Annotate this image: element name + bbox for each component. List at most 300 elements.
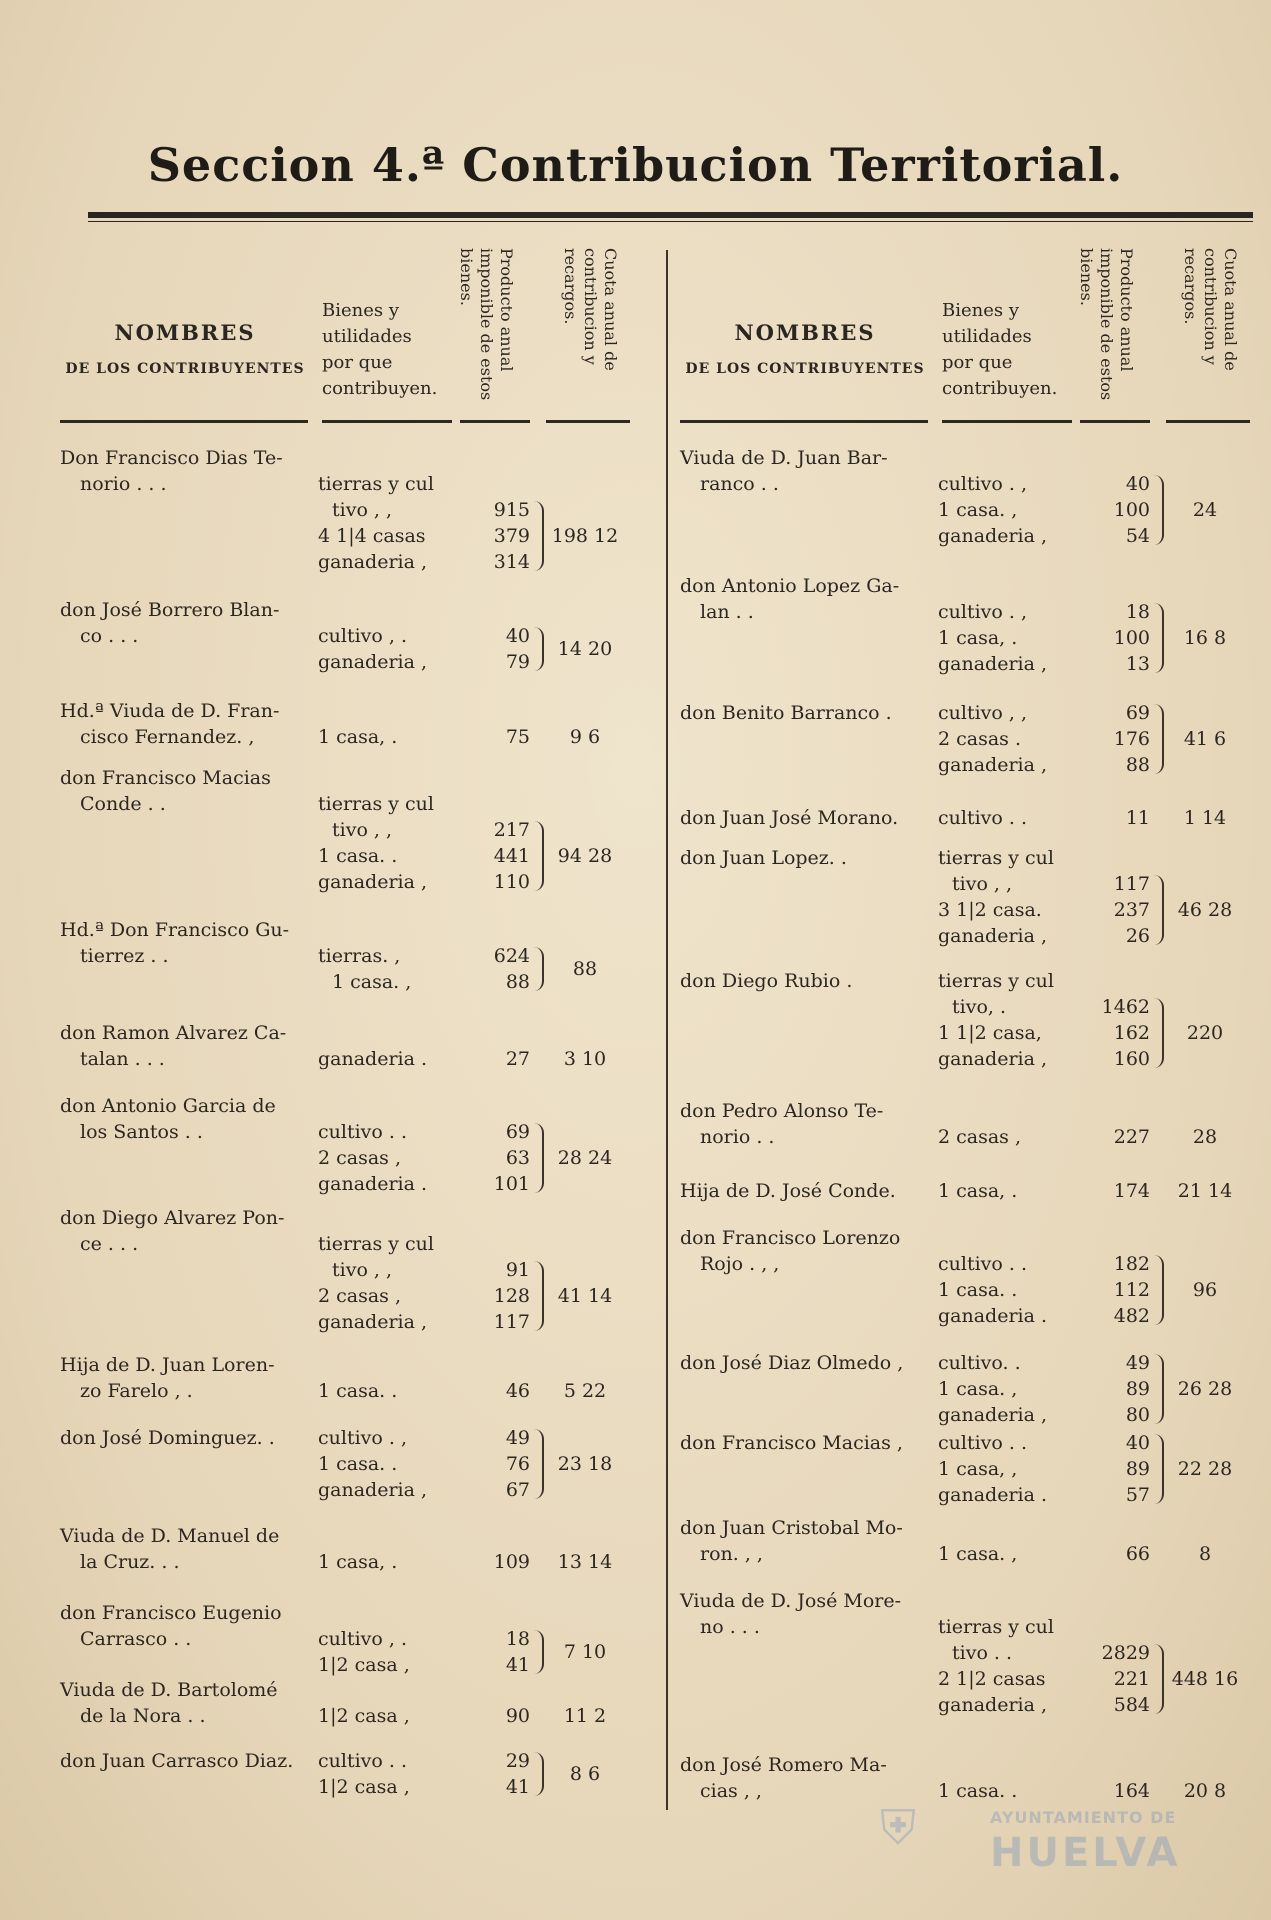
producto-value: 49 <box>1125 1352 1150 1374</box>
name-line: cisco Fernandez. , <box>80 726 255 748</box>
bienes-list <box>318 1703 463 1729</box>
header-nombres: NOMBRES <box>734 320 876 345</box>
producto-value: 237 <box>1113 899 1150 921</box>
name-line: tierrez . . <box>80 945 169 967</box>
producto-value: 174 <box>1113 1180 1150 1202</box>
cuota-value: 88 <box>572 958 598 980</box>
cuota-value: 5 22 <box>563 1380 607 1402</box>
name-line: don Antonio Garcia de <box>60 1095 276 1117</box>
contributor-name <box>680 445 935 497</box>
name-line: Rojo . , , <box>700 1253 780 1275</box>
header-rule <box>1166 420 1250 423</box>
producto-values <box>462 1046 530 1072</box>
name-line: don Juan Lopez. . <box>680 847 847 869</box>
bien-item: ganaderia , <box>938 1048 1048 1070</box>
name-line: Carrasco . . <box>80 1628 192 1650</box>
column-divider <box>666 250 668 1810</box>
producto-values <box>462 1119 530 1197</box>
name-line: don Antonio Lopez Ga- <box>680 575 900 597</box>
contributor-name <box>60 1093 315 1145</box>
producto-value <box>1082 968 1150 994</box>
crest-icon: ⛨ <box>880 1800 917 1856</box>
producto-value: 182 <box>1113 1253 1150 1275</box>
bien-item: cultivo . . <box>938 807 1027 829</box>
bienes-list <box>938 1124 1083 1150</box>
name-line: don José Romero Ma- <box>680 1754 887 1776</box>
producto-value: 67 <box>505 1479 530 1501</box>
producto-values <box>1082 471 1150 549</box>
producto-value: 101 <box>493 1173 530 1195</box>
producto-values <box>1082 968 1150 1072</box>
bien-item: ganaderia , <box>318 1311 428 1333</box>
bienes-list <box>938 1350 1083 1428</box>
bien-item: tivo , , <box>952 873 1013 895</box>
producto-value: 75 <box>505 726 530 748</box>
cuota-value: 26 28 <box>1177 1378 1233 1400</box>
producto-value: 41 <box>505 1654 530 1676</box>
producto-value: 112 <box>1113 1279 1150 1301</box>
title-rule <box>88 212 1253 218</box>
bien-item: cultivo . . <box>318 1121 407 1143</box>
name-line: Viuda de D. Bartolomé <box>60 1679 278 1701</box>
name-line: Don Francisco Dias Te- <box>60 447 283 469</box>
contributor-name <box>60 1523 315 1575</box>
cuota-value: 1 14 <box>1183 807 1227 829</box>
bienes-list <box>938 1430 1083 1508</box>
bienes-list <box>938 1178 1083 1204</box>
header-producto: Producto anual imponible de estos bienes. <box>1077 248 1136 401</box>
producto-value: 88 <box>505 971 530 993</box>
bien-item: tierras y cul <box>318 1233 434 1255</box>
contributor-name <box>60 698 315 750</box>
producto-values <box>462 943 530 995</box>
bien-item: tivo, . <box>952 996 1007 1018</box>
contributor-name <box>680 1430 935 1456</box>
bien-item: cultivo . . <box>318 1750 407 1772</box>
producto-value: 624 <box>493 945 530 967</box>
producto-value: 11 <box>1125 807 1150 829</box>
cuota-value: 24 <box>1192 499 1218 521</box>
name-line: ron. , , <box>700 1543 763 1565</box>
contributor-name <box>60 597 315 649</box>
name-line: zo Farelo , . <box>80 1380 193 1402</box>
bienes-list <box>318 1626 463 1678</box>
producto-value: 40 <box>505 625 530 647</box>
contributor-name <box>60 1748 315 1774</box>
bienes-list <box>318 1046 463 1072</box>
producto-value: 91 <box>505 1259 530 1281</box>
header-de-los-contribuyentes: DE LOS CONTRIBUYENTES <box>685 361 925 377</box>
cuota-value: 16 8 <box>1183 627 1227 649</box>
contributor-name <box>680 845 935 871</box>
bien-item: ganaderia , <box>318 871 428 893</box>
cuota-value: 28 <box>1192 1126 1218 1148</box>
right-table <box>680 240 1250 1820</box>
name-line: don Diego Rubio . <box>680 970 853 992</box>
name-line: norio . . . <box>80 473 167 495</box>
producto-value <box>462 791 530 817</box>
bien-item: cultivo , , <box>938 702 1027 724</box>
producto-value: 49 <box>505 1427 530 1449</box>
bien-item: tivo . . <box>952 1642 1013 1664</box>
name-line: Viuda de D. Manuel de <box>60 1525 280 1547</box>
bienes-list <box>938 599 1083 677</box>
bien-item: ganaderia . <box>938 1305 1048 1327</box>
bien-item: ganaderia , <box>938 754 1048 776</box>
bienes-list <box>938 1614 1083 1718</box>
name-line: don Juan Cristobal Mo- <box>680 1517 903 1539</box>
producto-value: 1462 <box>1101 996 1150 1018</box>
name-line: don José Dominguez. . <box>60 1427 275 1449</box>
name-line: Hija de D. José Conde. <box>680 1180 896 1202</box>
cuota-value: 8 <box>1198 1543 1212 1565</box>
bien-item: cultivo . , <box>938 473 1027 495</box>
bien-item: cultivo . . <box>938 1253 1027 1275</box>
producto-values <box>1082 599 1150 677</box>
bien-item: 1 casa. , <box>332 971 412 993</box>
bien-item: ganaderia , <box>938 653 1048 675</box>
bien-item: 2 casas , <box>318 1285 402 1307</box>
contributor-name <box>680 1515 935 1567</box>
bien-item: tierras y cul <box>318 793 434 815</box>
contributor-name <box>60 1677 315 1729</box>
bienes-list <box>938 1541 1083 1567</box>
bien-item: ganaderia , <box>938 525 1048 547</box>
bien-item: tierras y cul <box>938 1616 1054 1638</box>
cuota-value: 8 6 <box>569 1763 601 1785</box>
name-line: ce . . . <box>80 1233 139 1255</box>
name-line: co . . . <box>80 625 139 647</box>
producto-value: 221 <box>1113 1668 1150 1690</box>
producto-values <box>462 1231 530 1335</box>
cuota-value: 41 6 <box>1183 728 1227 750</box>
bien-item: 1 casa. , <box>938 1543 1018 1565</box>
bien-item: ganaderia , <box>938 925 1048 947</box>
name-line: don Francisco Macias , <box>680 1432 903 1454</box>
bien-item: cultivo. . <box>938 1352 1021 1374</box>
name-line: don Pedro Alonso Te- <box>680 1100 884 1122</box>
producto-value: 379 <box>493 525 530 547</box>
bien-item: 1|2 casa , <box>318 1654 410 1676</box>
cuota-value: 3 10 <box>563 1048 607 1070</box>
contributor-name <box>680 1588 935 1640</box>
bienes-list <box>938 845 1083 949</box>
contributor-name <box>680 1350 935 1376</box>
cuota-value: 11 2 <box>563 1705 607 1727</box>
name-line: Viuda de D. José More- <box>680 1590 902 1612</box>
bienes-list <box>318 791 463 895</box>
name-line: don Diego Alvarez Pon- <box>60 1207 285 1229</box>
producto-values <box>1082 1350 1150 1428</box>
cuota-value: 28 24 <box>557 1147 613 1169</box>
header-cuota: Cuota anual de contribucion y recargos. <box>1181 248 1240 371</box>
bien-item: ganaderia . <box>318 1173 428 1195</box>
cuota-value: 20 8 <box>1183 1780 1227 1802</box>
producto-value: 88 <box>1125 754 1150 776</box>
producto-values <box>1082 805 1150 831</box>
bien-item: 1 casa, . <box>938 627 1018 649</box>
header-bienes: Bienes y utilidades por que contribuyen. <box>942 300 1058 399</box>
bien-item: cultivo . , <box>318 1427 407 1449</box>
producto-value: 100 <box>1113 627 1150 649</box>
bienes-list <box>938 700 1083 778</box>
contributor-name <box>680 700 935 726</box>
name-line: Conde . . <box>80 793 166 815</box>
producto-value <box>1082 845 1150 871</box>
producto-value: 27 <box>505 1048 530 1070</box>
bienes-list <box>318 724 463 750</box>
bien-item: tivo , , <box>332 1259 393 1281</box>
producto-values <box>1082 1178 1150 1204</box>
bien-item: 1|2 casa , <box>318 1705 410 1727</box>
header-rule <box>60 420 308 423</box>
producto-values <box>462 1748 530 1800</box>
producto-values <box>462 471 530 575</box>
producto-value: 79 <box>505 651 530 673</box>
header-nombres: NOMBRES <box>114 320 256 345</box>
cuota-value: 13 14 <box>557 1551 613 1573</box>
bien-item: cultivo . . <box>938 1432 1027 1454</box>
producto-value: 76 <box>505 1453 530 1475</box>
producto-values <box>1082 700 1150 778</box>
name-line: ranco . . <box>700 473 779 495</box>
name-line: don Francisco Macias <box>60 767 271 789</box>
cuota-value: 448 16 <box>1171 1668 1239 1690</box>
producto-value: 69 <box>1125 702 1150 724</box>
cuota-value: 23 18 <box>557 1453 613 1475</box>
name-line: Hija de D. Juan Loren- <box>60 1354 275 1376</box>
bienes-list <box>318 1378 463 1404</box>
name-line: don José Borrero Blan- <box>60 599 280 621</box>
header-rule <box>680 420 928 423</box>
bien-item: 2 casas . <box>938 728 1022 750</box>
bien-item: ganaderia , <box>938 1694 1048 1716</box>
contributor-name <box>680 1225 935 1277</box>
producto-values <box>462 1703 530 1729</box>
table-header <box>680 240 1250 420</box>
cuota-value: 14 20 <box>557 638 613 660</box>
bien-item: 1 casa, . <box>318 726 398 748</box>
name-line: Viuda de D. Juan Bar- <box>680 447 888 469</box>
producto-value: 128 <box>493 1285 530 1307</box>
bien-item: ganaderia , <box>318 1479 428 1501</box>
producto-value: 162 <box>1113 1022 1150 1044</box>
producto-values <box>1082 1430 1150 1508</box>
contributor-name <box>60 1352 315 1404</box>
header-rule <box>942 420 1072 423</box>
bien-item: cultivo , . <box>318 1628 407 1650</box>
contributor-name <box>60 445 315 497</box>
producto-values <box>1082 1124 1150 1150</box>
cuota-value: 9 6 <box>569 726 601 748</box>
bien-item: 1 casa. , <box>938 1378 1018 1400</box>
bienes-list <box>938 968 1083 1072</box>
bien-item: 1 casa. , <box>938 499 1018 521</box>
producto-values <box>462 1549 530 1575</box>
bien-item: 1 casa, , <box>938 1458 1018 1480</box>
header-rule <box>322 420 452 423</box>
bien-item: 1 casa, . <box>938 1180 1018 1202</box>
bien-item: ganaderia , <box>938 1404 1048 1426</box>
name-line: no . . . <box>700 1616 760 1638</box>
producto-value: 18 <box>1125 601 1150 623</box>
producto-value: 100 <box>1113 499 1150 521</box>
bienes-list <box>938 1251 1083 1329</box>
producto-value: 66 <box>1125 1543 1150 1565</box>
contributor-name <box>680 573 935 625</box>
producto-value: 217 <box>493 819 530 841</box>
producto-value: 176 <box>1113 728 1150 750</box>
name-line: don Juan José Morano. <box>680 807 899 829</box>
name-line: lan . . <box>700 601 754 623</box>
library-watermark <box>880 1790 1210 1910</box>
cuota-value: 21 14 <box>1177 1180 1233 1202</box>
producto-value: 227 <box>1113 1126 1150 1148</box>
header-producto: Producto anual imponible de estos bienes. <box>457 248 516 401</box>
producto-value: 29 <box>505 1750 530 1772</box>
contributor-name <box>680 1178 935 1204</box>
producto-values <box>1082 1614 1150 1718</box>
producto-value: 69 <box>505 1121 530 1143</box>
producto-value: 482 <box>1113 1305 1150 1327</box>
header-bienes: Bienes y utilidades por que contribuyen. <box>322 300 438 399</box>
cuota-value: 94 28 <box>557 845 613 867</box>
header-cuota: Cuota anual de contribucion y recargos. <box>561 248 620 371</box>
name-line: don Francisco Eugenio <box>60 1602 282 1624</box>
bien-item: tierras y cul <box>318 473 434 495</box>
producto-value <box>462 1231 530 1257</box>
bienes-list <box>318 943 463 995</box>
contributor-name <box>60 1600 315 1652</box>
name-line: don Benito Barranco . <box>680 702 892 724</box>
name-line: talan . . . <box>80 1048 165 1070</box>
bienes-list <box>318 1425 463 1503</box>
cuota-value: 46 28 <box>1177 899 1233 921</box>
bien-item: tivo , , <box>332 499 393 521</box>
bien-item: 1 casa. . <box>938 1780 1018 1802</box>
producto-value: 54 <box>1125 525 1150 547</box>
title-rule-thin <box>88 221 1253 222</box>
bienes-list <box>318 1748 463 1800</box>
producto-values <box>462 623 530 675</box>
producto-value <box>462 471 530 497</box>
producto-value: 441 <box>493 845 530 867</box>
producto-values <box>462 1378 530 1404</box>
bien-item: 2 casas , <box>938 1126 1022 1148</box>
watermark-line1: AYUNTAMIENTO DE <box>990 1808 1177 1827</box>
producto-values <box>462 724 530 750</box>
bienes-list <box>318 623 463 675</box>
producto-value: 314 <box>493 551 530 573</box>
header-rule <box>460 420 530 423</box>
cuota-value: 220 <box>1186 1022 1224 1044</box>
producto-value: 41 <box>505 1776 530 1798</box>
producto-value: 109 <box>493 1551 530 1573</box>
contributor-name <box>680 805 935 831</box>
header-rule <box>546 420 630 423</box>
contributor-name <box>680 968 935 994</box>
bien-item: tierras. , <box>318 945 401 967</box>
left-table <box>60 240 630 1820</box>
header-rule <box>1080 420 1150 423</box>
header-de-los-contribuyentes: DE LOS CONTRIBUYENTES <box>65 361 305 377</box>
cuota-value: 7 10 <box>563 1641 607 1663</box>
bien-item: 1 casa. . <box>938 1279 1018 1301</box>
bien-item: 4 1|4 casas <box>318 525 426 547</box>
contributor-name <box>60 765 315 817</box>
bien-item: tivo , , <box>332 819 393 841</box>
page-title: Seccion 4.ª Contribucion Territorial. <box>147 138 1124 192</box>
bien-item: ganaderia , <box>318 551 428 573</box>
producto-value: 117 <box>493 1311 530 1333</box>
name-line: cias , , <box>700 1780 762 1802</box>
producto-values <box>1082 1251 1150 1329</box>
bien-item: tierras y cul <box>938 970 1054 992</box>
producto-value: 915 <box>493 499 530 521</box>
producto-value: 18 <box>505 1628 530 1650</box>
name-line: de la Nora . . <box>80 1705 206 1727</box>
producto-value: 57 <box>1125 1484 1150 1506</box>
producto-value: 40 <box>1125 473 1150 495</box>
producto-value: 13 <box>1125 653 1150 675</box>
name-line: Hd.ª Don Francisco Gu- <box>60 919 290 941</box>
producto-value: 164 <box>1113 1780 1150 1802</box>
name-line: don Francisco Lorenzo <box>680 1227 901 1249</box>
bien-item: cultivo , . <box>318 625 407 647</box>
producto-value: 160 <box>1113 1048 1150 1070</box>
bien-item: tierras y cul <box>938 847 1054 869</box>
bienes-list <box>318 1119 463 1197</box>
watermark-line2: HUELVA <box>990 1830 1181 1876</box>
bien-item: ganaderia . <box>938 1484 1048 1506</box>
producto-value: 89 <box>1125 1458 1150 1480</box>
producto-value: 89 <box>1125 1378 1150 1400</box>
bienes-list <box>938 805 1083 831</box>
cuota-value: 96 <box>1192 1279 1218 1301</box>
producto-value: 110 <box>493 871 530 893</box>
producto-value: 117 <box>1113 873 1150 895</box>
cuota-value: 41 14 <box>557 1285 613 1307</box>
producto-values <box>462 1425 530 1503</box>
producto-values <box>1082 1541 1150 1567</box>
bienes-list <box>938 471 1083 549</box>
name-line: Hd.ª Viuda de D. Fran- <box>60 700 280 722</box>
bien-item: 1 casa. . <box>318 1453 398 1475</box>
bienes-list <box>318 471 463 575</box>
producto-value: 584 <box>1113 1694 1150 1716</box>
contributor-name <box>60 917 315 969</box>
name-line: norio . . <box>700 1126 775 1148</box>
producto-values <box>462 791 530 895</box>
table-header <box>60 240 630 420</box>
bien-item: 3 1|2 casa. <box>938 899 1042 921</box>
bien-item: 1|2 casa , <box>318 1776 410 1798</box>
producto-value: 2829 <box>1101 1642 1150 1664</box>
bien-item: 1 1|2 casa, <box>938 1022 1042 1044</box>
cuota-value: 198 12 <box>551 525 619 547</box>
bien-item: ganaderia . <box>318 1048 428 1070</box>
cuota-value: 22 28 <box>1177 1458 1233 1480</box>
contributor-name <box>680 1098 935 1150</box>
producto-value: 26 <box>1125 925 1150 947</box>
name-line: don Ramon Alvarez Ca- <box>60 1022 287 1044</box>
name-line: don José Diaz Olmedo , <box>680 1352 904 1374</box>
producto-value: 46 <box>505 1380 530 1402</box>
bien-item: 2 1|2 casas <box>938 1668 1046 1690</box>
bien-item: 2 casas , <box>318 1147 402 1169</box>
contributor-name <box>60 1425 315 1451</box>
name-line: los Santos . . <box>80 1121 203 1143</box>
